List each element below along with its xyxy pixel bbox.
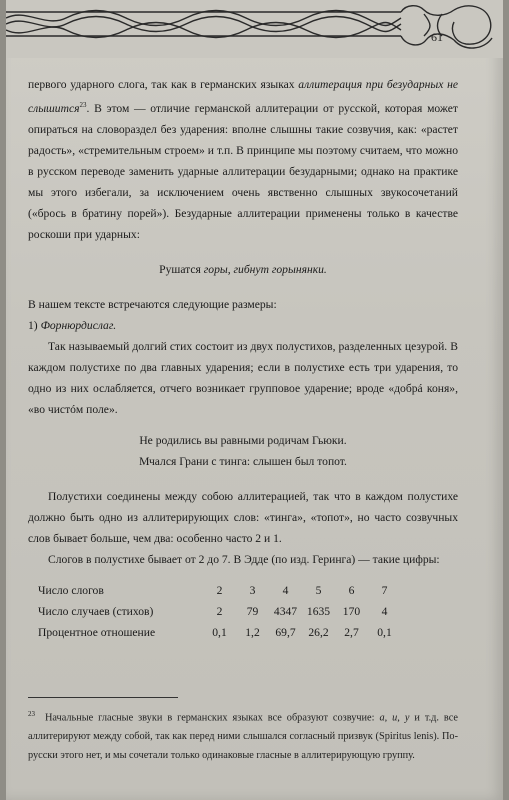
italic-text: аллитерация при безударных не слышится <box>28 78 459 115</box>
book-page <box>6 0 503 800</box>
paragraph <box>28 74 458 245</box>
paragraph: Так называемый долгий стих состоит из двух полустихов, разделенных цезурой. В каждом полустихе по два главных ударения; если в полустихе есть три ударения, то одно из них ослабляется, отчего возникает групповое ударение; вроде «добрá коня», «во чистóм поле». <box>28 339 458 416</box>
footnote-italic-text: а, и, у <box>379 712 410 724</box>
table-cell: 4 <box>282 583 289 597</box>
text-run: первого ударного слога, так как в германских языках <box>28 78 299 91</box>
footnote-ref: 23 <box>79 101 87 109</box>
table-cell: 0,1 <box>212 625 227 639</box>
paragraph: Слогов в полустихе бывает от 2 до 7. В Эдде (по изд. Геринга) — такие цифры: <box>48 552 440 566</box>
meter-heading <box>28 315 458 336</box>
table-cell: 170 <box>342 604 361 618</box>
table-cell: 5 <box>315 583 322 597</box>
body-text <box>28 74 458 643</box>
footnote <box>28 705 458 765</box>
table-row <box>38 622 401 643</box>
table-row-label: Число случаев (стихов) <box>38 604 154 618</box>
text-run: . В этом — отличие германской аллитерации от русской, которая может опираться на словораздел без ударения: вполне слышны такие созвучия, как: «растет радость», «стремительным строем» и т.п. В принципе мы поэтому считаем, что можно в русском переводе заменить ударные аллитерации безударными; однако на практике мы этого избегали, за исключением очень явственно слышных звукосочетаний («брось в братину порей»). Безударные аллитерации применены только в качестве роскоши при ударных: <box>28 101 458 241</box>
table-cell: 7 <box>381 583 388 597</box>
verse-line <box>28 259 458 280</box>
table-cell: 2 <box>216 604 223 618</box>
table-cell: 4347 <box>273 604 298 618</box>
table-row <box>38 601 401 622</box>
meter-name: Форнюрдислаг. <box>40 318 117 332</box>
table-row-label: Процентное отношение <box>38 625 156 639</box>
verse-line: Мчался Грани с тинга: слышен был топот. <box>139 454 347 468</box>
table-cell: 1635 <box>306 604 331 618</box>
verse-italic-text: горы, гибнут горынянки. <box>203 262 327 276</box>
table-cell: 2,7 <box>344 625 359 639</box>
syllable-statistics-table <box>38 580 401 643</box>
footnote-text: и т.д. все аллитерируют между собой, так как перед ними слышался согласный призвук (Spiritus lenis). По-русски этого нет, и мы сочетали только одинаковые гласные в аллитерирующую группу. <box>28 712 458 762</box>
table-row <box>38 580 401 601</box>
knotwork-header-ornament <box>6 0 503 58</box>
footnote-number: 23 <box>28 710 35 718</box>
verse-line: Не родились вы равными родичам Гьюки. <box>139 433 347 447</box>
table-cell: 0,1 <box>377 625 392 639</box>
paragraph: Полустихи соединены между собою аллитерацией, так что в каждом полустихе должно быть одно из аллитерирующих слов: «тинга», «топот», но часто созвучных слов бывает больше, чем два: особенно часто 2 и 1. <box>28 489 458 545</box>
footnote-divider <box>28 697 178 698</box>
table-cell: 4 <box>381 604 388 618</box>
table-cell: 2 <box>216 583 223 597</box>
table-cell: 6 <box>348 583 355 597</box>
table-cell: 1,2 <box>245 625 260 639</box>
table-cell: 3 <box>249 583 256 597</box>
section-intro: В нашем тексте встречаются следующие размеры: <box>28 297 277 311</box>
table-cell: 26,2 <box>308 625 329 639</box>
table-cell: 79 <box>246 604 259 618</box>
verse-text: Рушатся <box>159 262 204 276</box>
page-number: 61 <box>431 30 443 44</box>
meter-number: 1) <box>28 318 41 332</box>
footnote-text: Начальные гласные звуки в германских языках все образуют созвучие: <box>44 712 380 724</box>
table-cell: 69,7 <box>275 625 296 639</box>
table-row-label: Число слогов <box>38 583 104 597</box>
